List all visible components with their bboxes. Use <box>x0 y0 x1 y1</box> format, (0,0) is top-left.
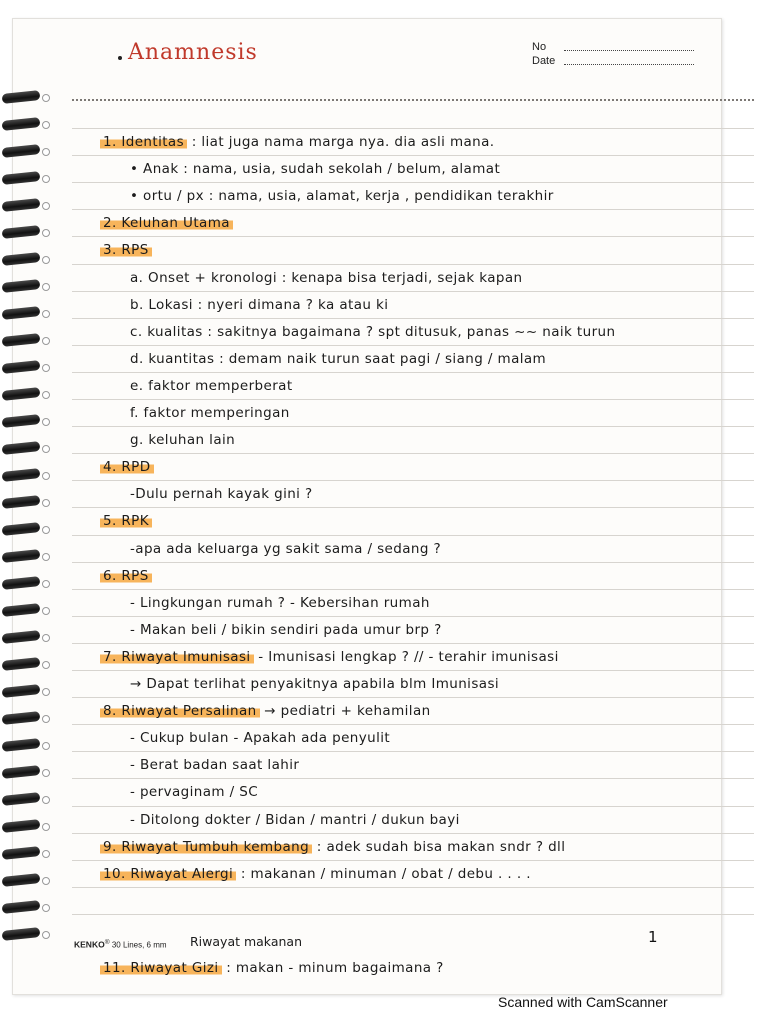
note-text: c. kualitas : sakitnya bagaimana ? spt ditusuk, panas ~~ naik turun <box>130 323 616 340</box>
spiral-coil <box>0 200 46 210</box>
note-text: : liat juga nama marga nya. dia asli mana. <box>187 134 495 150</box>
ruled-line <box>72 751 754 752</box>
spiral-coil <box>0 767 46 777</box>
spiral-coil <box>0 119 46 129</box>
spiral-coil <box>0 146 46 156</box>
note-line <box>100 960 444 976</box>
ruled-line <box>72 887 754 888</box>
note-text: f. faktor memperingan <box>130 405 290 421</box>
spiral-coil <box>0 227 46 237</box>
note-text: → Dapat terlihat penyakitnya apabila blm Imunisasi <box>130 676 500 692</box>
header-rule <box>72 99 754 101</box>
note-line <box>100 839 565 855</box>
spiral-coil <box>0 92 46 102</box>
section-heading: 6. RPS <box>100 568 152 584</box>
ruled-line <box>72 318 754 319</box>
spiral-coil <box>0 578 46 588</box>
note-line <box>130 541 441 557</box>
note-line <box>100 649 559 665</box>
spiral-coil <box>0 929 46 939</box>
note-line <box>130 270 523 286</box>
note-text: a. Onset + kronologi : kenapa bisa terjadi, sejak kapan <box>130 269 523 286</box>
brand-name: KENKO <box>74 939 105 950</box>
section-heading: 3. RPS <box>100 242 152 258</box>
section-heading: 11. Riwayat Gizi <box>100 960 222 976</box>
ruled-line <box>72 453 754 454</box>
spiral-coil <box>0 848 46 858</box>
note-text: d. kuantitas : demam naik turun saat pagi / siang / malam <box>130 350 547 367</box>
spiral-coil <box>0 470 46 480</box>
note-line <box>130 378 293 394</box>
ruled-line <box>72 535 754 536</box>
ruled-line <box>72 670 754 671</box>
note-line <box>130 622 442 638</box>
note-line <box>100 568 152 584</box>
ruled-line <box>72 860 754 861</box>
ruled-line <box>72 833 754 834</box>
note-line <box>130 324 615 340</box>
spiral-coil <box>0 281 46 291</box>
note-line <box>130 595 430 611</box>
spiral-coil <box>0 524 46 534</box>
ruled-line <box>72 128 754 129</box>
ruled-line <box>72 806 754 807</box>
spiral-coil <box>0 821 46 831</box>
no-date-box <box>532 41 555 69</box>
spiral-coil <box>0 902 46 912</box>
note-text: b. Lokasi : nyeri dimana ? ka atau ki <box>130 296 389 313</box>
note-line <box>130 784 258 800</box>
spiral-coil <box>0 254 46 264</box>
spiral-coil <box>0 308 46 318</box>
spiral-coil <box>0 443 46 453</box>
ruled-line <box>72 399 754 400</box>
note-line <box>100 513 152 529</box>
section-heading: 1. Identitas <box>100 134 187 150</box>
note-line <box>130 432 235 448</box>
note-text: • Anak : nama, usia, sudah sekolah / belum, alamat <box>130 161 501 178</box>
section-heading: 7. Riwayat Imunisasi <box>100 649 254 665</box>
note-line <box>130 812 460 828</box>
spiral-coil <box>0 335 46 345</box>
note-line <box>130 757 299 773</box>
note-text: • ortu / px : nama, usia, alamat, kerja , pendidikan terakhir <box>130 188 554 205</box>
spiral-coil <box>0 740 46 750</box>
ruled-line <box>72 562 754 563</box>
spiral-coil <box>0 362 46 372</box>
note-text: g. keluhan lain <box>130 432 236 449</box>
title-dot <box>118 56 122 60</box>
spiral-coil <box>0 173 46 183</box>
footer-brand: KENKO® 30 Lines, 6 mm <box>74 939 167 950</box>
note-text: - pervaginam / SC <box>130 784 259 801</box>
page-number: 1 <box>648 928 658 946</box>
spiral-coil <box>0 497 46 507</box>
note-text: e. faktor memperberat <box>130 377 293 394</box>
note-line <box>130 351 546 367</box>
ruled-line <box>72 345 754 346</box>
note-line <box>100 703 431 719</box>
note-line <box>100 215 233 231</box>
note-line <box>130 486 313 502</box>
spiral-coil <box>0 389 46 399</box>
section-heading: 5. RPK <box>100 513 152 529</box>
note-line <box>130 405 290 421</box>
note-text: -apa ada keluarga yg sakit sama / sedang ? <box>130 540 442 557</box>
no-label: No <box>532 41 547 53</box>
ruled-line <box>72 697 754 698</box>
section-heading: 8. Riwayat Persalinan <box>100 703 260 719</box>
ruling-spec: 30 Lines, 6 mm <box>111 940 167 950</box>
ruled-line <box>72 480 754 481</box>
note-line <box>130 161 500 177</box>
note-text: → pediatri + kehamilan <box>259 703 431 720</box>
ruled-line <box>72 182 754 183</box>
scanner-watermark: Scanned with CamScanner <box>498 994 668 1010</box>
note-text: -Dulu pernah kayak gini ? <box>130 486 313 503</box>
note-line <box>100 459 154 475</box>
note-text: - Makan beli / bikin sendiri pada umur brp ? <box>130 621 442 638</box>
spiral-coil <box>0 794 46 804</box>
spiral-coil <box>0 551 46 561</box>
note-line <box>100 866 531 882</box>
ruled-line <box>72 589 754 590</box>
spiral-coil <box>0 605 46 615</box>
note-text: : makan - minum bagaimana ? <box>221 960 444 976</box>
ruled-line <box>72 616 754 617</box>
ruled-line <box>72 914 754 915</box>
ruled-line <box>72 236 754 237</box>
ruled-line <box>72 372 754 373</box>
note-line <box>100 134 495 150</box>
note-text: - Ditolong dokter / Bidan / mantri / dukun bayi <box>130 811 460 828</box>
note-text: - Lingkungan rumah ? - Kebersihan rumah <box>130 594 430 611</box>
note-line <box>130 188 554 204</box>
spiral-coil <box>0 632 46 642</box>
note-line <box>130 730 390 746</box>
section-heading: 10. Riwayat Alergi <box>100 866 236 882</box>
ruled-line <box>72 426 754 427</box>
bleed-through-text <box>583 109 722 135</box>
date-label: Date <box>532 55 556 67</box>
note-text: - Imunisasi lengkap ? // - terahir imunisasi <box>253 648 559 665</box>
footer-note: Riwayat makanan <box>190 934 302 949</box>
spiral-coil <box>0 686 46 696</box>
note-text: - Cukup bulan - Apakah ada penyulit <box>130 730 391 747</box>
spiral-coil <box>0 659 46 669</box>
note-text: : makanan / minuman / obat / debu . . . . <box>236 865 531 882</box>
note-text: - Berat badan saat lahir <box>130 757 300 774</box>
spiral-coil <box>0 875 46 885</box>
ruled-line <box>72 291 754 292</box>
ruled-line <box>72 778 754 779</box>
ruled-line <box>72 507 754 508</box>
spiral-coil <box>0 416 46 426</box>
page-title: Anamnesis <box>128 40 258 65</box>
note-line <box>130 297 388 313</box>
ruled-line <box>72 724 754 725</box>
ruled-line <box>72 264 754 265</box>
section-heading: 2. Keluhan Utama <box>100 215 233 231</box>
note-text: : adek sudah bisa makan sndr ? dll <box>312 838 566 855</box>
section-heading: 4. RPD <box>100 459 154 475</box>
spiral-coil <box>0 713 46 723</box>
note-line <box>130 676 499 692</box>
ruled-line <box>72 209 754 210</box>
ruled-line <box>72 155 754 156</box>
section-heading: 9. Riwayat Tumbuh kembang <box>100 839 312 855</box>
ruled-line <box>72 643 754 644</box>
note-line <box>100 242 152 258</box>
